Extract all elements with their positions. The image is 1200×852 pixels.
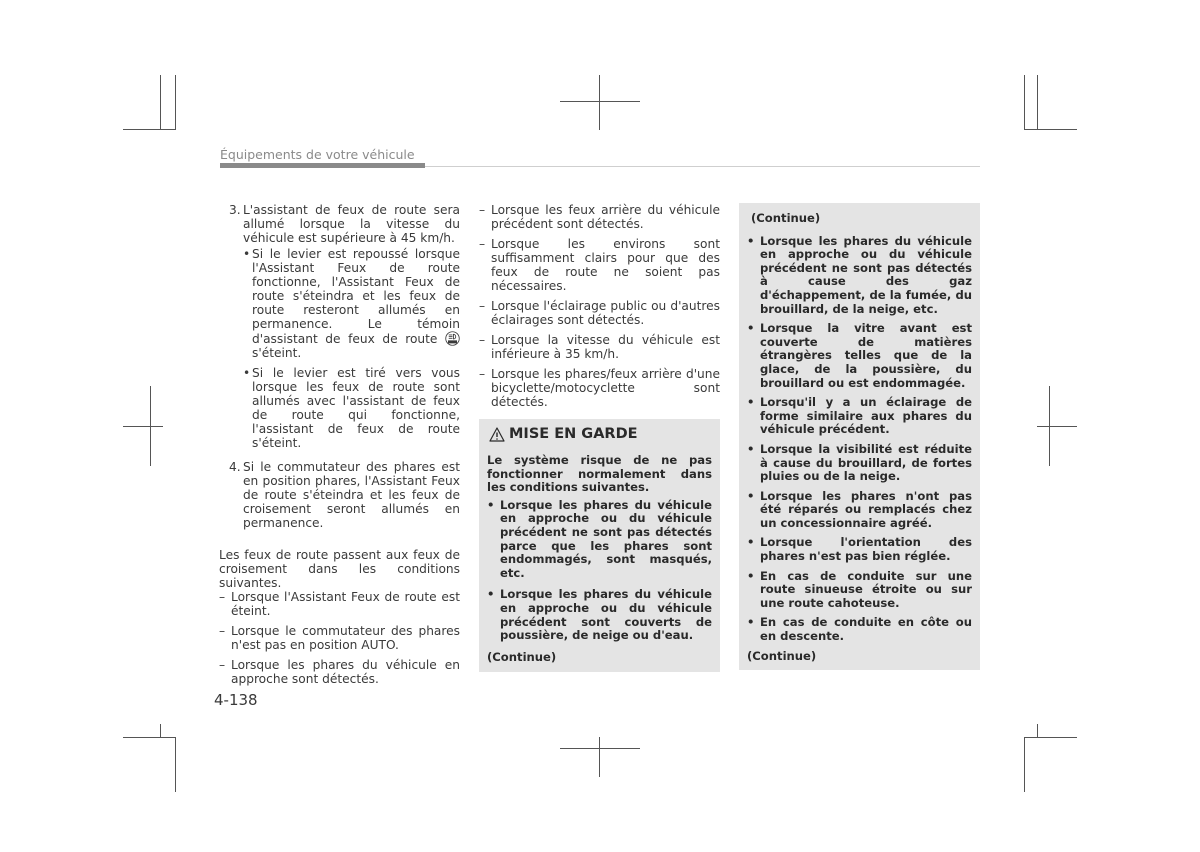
continue-label: (Continue) <box>747 648 817 663</box>
crop-mark <box>560 748 640 749</box>
dash-item: – Lorsque les phares du véhicule en approche sont détectés. <box>219 658 460 686</box>
column-2 <box>479 203 720 672</box>
list-text: L'assistant de feux de route sera allumé lorsque la vitesse du véhicule est supérieure à 45 km/h. <box>243 203 460 245</box>
warning-continued-box <box>739 203 980 670</box>
dash-item: – Lorsque l'Assistant Feux de route est éteint. <box>219 590 460 618</box>
sub-text: s'éteint. <box>252 346 302 360</box>
warning-triangle-icon <box>489 427 505 442</box>
warning-bullet: • Lorsque l'orientation des phares n'est pas bien réglée. <box>747 535 972 564</box>
warning-box <box>479 419 720 672</box>
crop-mark <box>1037 724 1038 738</box>
dash-item: – Lorsque les environs sont suffisamment clairs pour que des feux de route ne soient pas nécessaires. <box>479 237 720 293</box>
page-header <box>220 147 980 169</box>
warning-bullet: • Lorsque les phares du véhicule en approche ou du véhicule précédent sont couverts de poussière, de neige ou d'eau. <box>487 587 712 643</box>
warning-bullet: • En cas de conduite en côte ou en descente. <box>747 615 972 644</box>
column-1 <box>219 203 460 692</box>
header-rule <box>425 166 980 167</box>
warning-bullet: • Lorsque les phares du véhicule en approche ou du véhicule précédent ne sont pas détectés parce que les phares sont endommagés, sont masqués, etc. <box>487 497 712 580</box>
dash-item: – Lorsque la vitesse du véhicule est inférieure à 35 km/h. <box>479 333 720 361</box>
crop-mark <box>175 75 176 130</box>
crop-mark <box>599 75 600 130</box>
crop-mark <box>1037 75 1038 130</box>
crop-mark <box>1037 426 1077 427</box>
warning-bullet: • Lorsque les phares n'ont pas été réparés ou remplacés chez un concessionnaire agréé. <box>747 488 972 530</box>
crop-mark <box>560 101 640 102</box>
dash-item: – Lorsque les phares/feux arrière d'une bicyclette/motocyclette sont détectés. <box>479 367 720 409</box>
warning-bullet: • En cas de conduite sur une route sinueuse étroite ou sur une route cahoteuse. <box>747 568 972 610</box>
crop-mark <box>160 724 161 738</box>
sub-item <box>243 366 460 450</box>
warning-bullet: • Lorsque la vitre avant est couverte de matières étrangères telles que de la glace, de la poussière, du brouillard ou est endommagée. <box>747 321 972 390</box>
dash-item: – Lorsque l'éclairage public ou d'autres éclairages sont détectés. <box>479 299 720 327</box>
bullet-dot: • <box>243 366 251 380</box>
dash-item: – Lorsque le commutateur des phares n'est pas en position AUTO. <box>219 624 460 652</box>
crop-mark <box>599 737 600 777</box>
dash-item: – Lorsque les feux arrière du véhicule précédent sont détectés. <box>479 203 720 231</box>
column-3 <box>739 203 980 670</box>
crop-mark <box>1024 75 1025 130</box>
list-number: 3. <box>229 203 241 217</box>
crop-mark <box>1024 737 1025 792</box>
list-number: 4. <box>229 460 241 474</box>
crop-mark <box>160 75 161 130</box>
high-beam-assist-icon <box>445 331 460 346</box>
section-title: Équipements de votre véhicule <box>220 147 415 162</box>
header-bar <box>220 163 425 168</box>
list-item-3 <box>219 203 460 454</box>
sub-item <box>243 247 460 360</box>
crop-mark <box>123 737 176 738</box>
crop-mark <box>123 129 176 130</box>
crop-mark <box>123 426 163 427</box>
warning-bullet: • Lorsque les phares du véhicule en approche ou du véhicule précédent ne sont pas détectés à cause des gaz d'échappement, de la fumée, du brouillard, de la neige, etc. <box>747 233 972 316</box>
list-item-4 <box>219 460 460 530</box>
crop-mark <box>175 737 176 792</box>
crop-mark <box>1024 129 1077 130</box>
bullet-dot: • <box>243 247 251 261</box>
sub-text: Si le levier est repoussé lorsque l'Assistant Feux de route fonctionne, l'Assistant Feux de route s'éteindra et les feux de route resteront allumés en permanence. Le témoin d'assistant de feux de route <box>252 247 460 346</box>
continue-label: (Continue) <box>487 649 557 664</box>
continue-label: (Continue) <box>751 211 821 225</box>
crop-mark <box>1024 737 1077 738</box>
warning-bullet: • Lorsque la visibilité est réduite à cause du brouillard, de fortes pluies ou de la neige. <box>747 441 972 484</box>
page-number: 4-138 <box>214 691 258 709</box>
warning-bullet: • Lorsqu'il y a un éclairage de forme similaire aux phares du véhicule précédent. <box>747 395 972 437</box>
sub-text: Si le levier est tiré vers vous lorsque les feux de route sont allumés avec l'assistant de feux de route qui fonctionne, l'assistant de feux de route s'éteint. <box>252 366 460 450</box>
list-text: Si le commutateur des phares est en position phares, l'Assistant Feux de route s'éteindra et les feux de croisement seront allumés en permanence. <box>243 460 460 530</box>
warning-title: MISE EN GARDE <box>487 427 712 442</box>
warning-intro: Le système risque de ne pas fonctionner normalement dans les conditions suivantes. <box>487 453 712 495</box>
paragraph: Les feux de route passent aux feux de croisement dans les conditions suivantes. <box>219 548 460 590</box>
